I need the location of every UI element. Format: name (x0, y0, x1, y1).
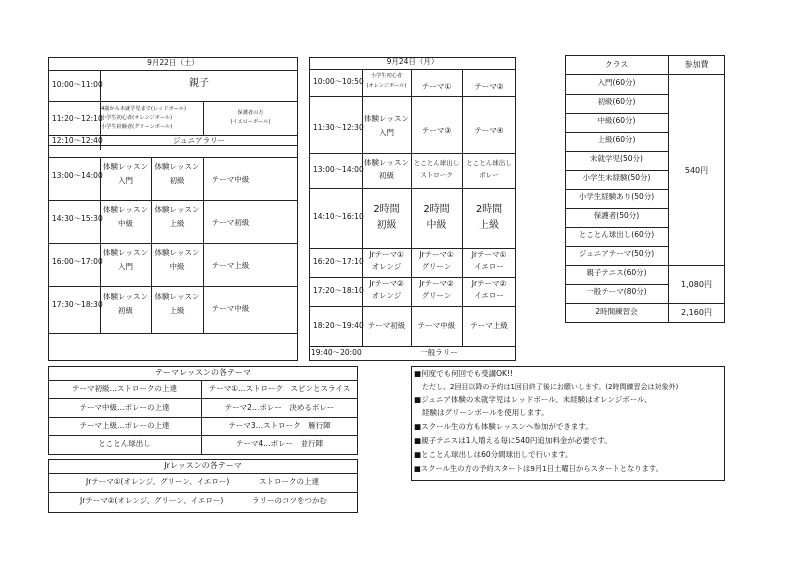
fee-class: 小学生経験あり(50分) (578, 192, 655, 201)
mon-cell: テーマ① (421, 82, 452, 91)
jr-item: Jrテーマ①(オレンジ、グリーン、イエロー) (86, 477, 230, 486)
sat-cell: 中級 (118, 219, 133, 228)
fee-class: 小学生未経験(50分) (582, 173, 651, 182)
fee-value: 2,160円 (681, 308, 712, 317)
jr-title: Jrレッスンの各テーマ (164, 461, 242, 470)
sat-cell: 親子 (189, 78, 209, 89)
sat-time: 10:00～11:00 (52, 80, 103, 89)
mon-cell: 2時間 (423, 204, 450, 215)
mon-time: 16:20～17:10 (313, 257, 364, 266)
theme-item: テーマ4…ボレー 並行陣 (235, 439, 324, 448)
sat-cell: 小学生初心者(オレンジボール) (101, 115, 173, 121)
mon-cell: テーマ上級 (470, 321, 508, 330)
sat-cell: 入門 (118, 176, 133, 185)
mon-time: 19:40～20:00 (311, 348, 362, 357)
mon-cell: テーマ② (474, 82, 504, 91)
sat-cell: 上級 (169, 306, 185, 315)
mon-cell: オレンジ (371, 291, 402, 300)
mon-cell: テーマ③ (421, 126, 452, 135)
sat-cell: 保護者の方 (237, 110, 264, 116)
fee-class: 入門(60分) (597, 78, 636, 87)
sat-cell: 4歳から未就学児まで(レッドボール) (101, 106, 187, 112)
theme-item: テーマ中級…ボレーの上達 (79, 403, 170, 412)
mon-cell: ボレー (479, 171, 499, 179)
fee-class: 初級(60分) (597, 97, 636, 106)
theme-item: とことん球出し (98, 439, 151, 448)
jr-item: Jrテーマ②(オレンジ、グリーン、イエロー) (80, 496, 224, 505)
mon-cell: テーマ初級 (367, 321, 406, 330)
mon-cell: Jrテーマ① (419, 250, 454, 259)
sat-cell: 体験レッスン (103, 162, 148, 171)
fee-header-fee: 参加費 (684, 60, 709, 69)
sat-cell: テーマ中級 (211, 304, 250, 313)
mon-cell: Jrテーマ② (419, 279, 454, 288)
note-line: 経験はグリーンボールを使用します。 (422, 408, 549, 417)
theme-item: テーマ上級…ボレーの上達 (79, 421, 170, 430)
theme-item: テーマ3…ストローク 雁行陣 (228, 421, 331, 430)
sat-time: 12:10～12:40 (52, 136, 103, 145)
theme-title: テーマレッスンの各テーマ (155, 368, 251, 377)
mon-time: 17:20～18:10 (313, 286, 364, 295)
fee-value: 540円 (684, 166, 709, 175)
mon-cell: 体験レッスン (364, 114, 409, 123)
sat-cell: 初級 (118, 306, 133, 315)
mon-time: 14:10～16:10 (313, 212, 364, 221)
jr-item: ラリーのコツをつかむ (252, 496, 327, 505)
mon-cell: 体験レッスン (364, 158, 409, 167)
sat-cell: テーマ中級 (211, 175, 250, 184)
mon-cell: イエロー (474, 262, 504, 271)
mon-cell: Jrテーマ① (369, 250, 404, 259)
sat-cell: 中級 (169, 262, 185, 271)
sat-cell: 体験レッスン (103, 205, 148, 214)
note-line: ■スクール生の方も体験レッスンへ参加ができます。 (414, 422, 593, 431)
mon-cell: イエロー (474, 291, 504, 300)
fee-class: ジュニアテーマ(50分) (578, 249, 655, 258)
fee-class: 親子テニス(60分) (586, 268, 647, 277)
sat-cell: 体験レッスン (154, 205, 200, 214)
note-line: ■スクール生の方の予約スタートは9月1日土曜日からスタートとなります。 (414, 464, 663, 473)
mon-cell: Jrテーマ② (369, 279, 404, 288)
mon-cell: 上級 (479, 220, 499, 231)
mon-time: 11:30～12:30 (313, 123, 364, 132)
mon-cell: 一般ラリー (420, 348, 458, 357)
mon-cell: 初級 (379, 171, 394, 180)
jr-item: ストロークの上達 (259, 477, 319, 486)
sat-time: 14:30～15:30 (52, 214, 103, 223)
note-line: ただし、2回目以降の予約は1回目終了後にお願いします。(2時間練習会は対象外) (422, 383, 679, 391)
sat-cell: テーマ上級 (211, 261, 250, 270)
theme-item: テーマ2…ボレー 決めるボレー (224, 403, 335, 412)
note-line: ■親子テニスは1人増える毎に540円追加料金が必要です。 (414, 436, 612, 445)
fee-class: 保護者(50分) (593, 211, 640, 220)
mon-cell: Jrテーマ① (471, 250, 507, 259)
mon-cell: 2時間 (373, 204, 400, 215)
fee-class: 中級(60分) (597, 116, 636, 125)
mon-cell: テーマ中級 (417, 321, 456, 330)
theme-item: テーマ①…ストローク スピンとスライス (208, 384, 351, 393)
mon-cell: (オレンジボール) (366, 83, 407, 89)
mon-cell: グリーン (421, 262, 452, 271)
mon-cell: グリーン (421, 291, 452, 300)
note-line: ■ジュニア体験の未就学児はレッドボール、未経験はオレンジボール、 (414, 395, 652, 404)
sat-title: 9月22日（土） (147, 58, 199, 67)
mon-cell: 小学生初心者 (370, 73, 403, 79)
mon-cell: テーマ④ (474, 126, 504, 135)
mon-cell: 2時間 (475, 204, 503, 215)
mon-cell: Jrテーマ② (471, 279, 507, 288)
fee-class: 一般テーマ(80分) (586, 287, 647, 296)
mon-title: 9月24日（月） (386, 57, 439, 66)
sat-cell: 初級 (169, 176, 185, 185)
fee-class: とことん球出し(60分) (578, 230, 655, 239)
sat-cell: (イエローボール) (230, 119, 271, 125)
mon-cell: 入門 (379, 128, 394, 137)
fee-class: 上級(60分) (597, 135, 636, 144)
mon-cell: 初級 (376, 220, 397, 231)
mon-time: 18:20～19:40 (313, 321, 364, 330)
sat-cell: 体験レッスン (103, 292, 148, 301)
mon-cell: とことん球出し (413, 159, 460, 167)
sat-cell: 体験レッスン (103, 248, 148, 257)
fee-class: 未就学児(50分) (590, 154, 643, 163)
sat-cell: 小学生経験者(グリーンボール) (101, 124, 173, 130)
fee-header-class: クラス (604, 60, 629, 69)
sat-cell: 体験レッスン (154, 292, 200, 301)
sat-cell: 入門 (118, 262, 133, 271)
sat-time: 13:00～14:00 (52, 171, 103, 180)
fee-value: 1,080円 (681, 280, 712, 289)
mon-cell: オレンジ (371, 262, 402, 271)
sat-cell: ジュニアラリー (172, 136, 226, 145)
sat-cell: 体験レッスン (154, 248, 200, 257)
note-line: ■何度でも何回でも受講OK!! (414, 369, 513, 378)
theme-item: テーマ初級…ストロークの上達 (72, 384, 177, 393)
mon-cell: 中級 (426, 220, 447, 231)
mon-cell: ストローク (420, 171, 453, 179)
mon-time: 10:00～10:50 (313, 77, 364, 86)
sat-time: 16:00～17:00 (52, 257, 103, 266)
sat-cell: 体験レッスン (154, 162, 200, 171)
mon-time: 13:00～14:00 (313, 165, 364, 174)
note-line: ■とことん球出しは60分間球出しで行います。 (414, 450, 573, 459)
sat-time: 17:30～18:30 (52, 300, 103, 309)
sat-cell: テーマ初級 (211, 218, 250, 227)
fee-class: 2時間練習会 (595, 307, 638, 316)
mon-cell: とことん球出し (466, 159, 512, 167)
sat-time: 11:20～12:10 (52, 114, 103, 123)
sat-cell: 上級 (169, 219, 185, 228)
